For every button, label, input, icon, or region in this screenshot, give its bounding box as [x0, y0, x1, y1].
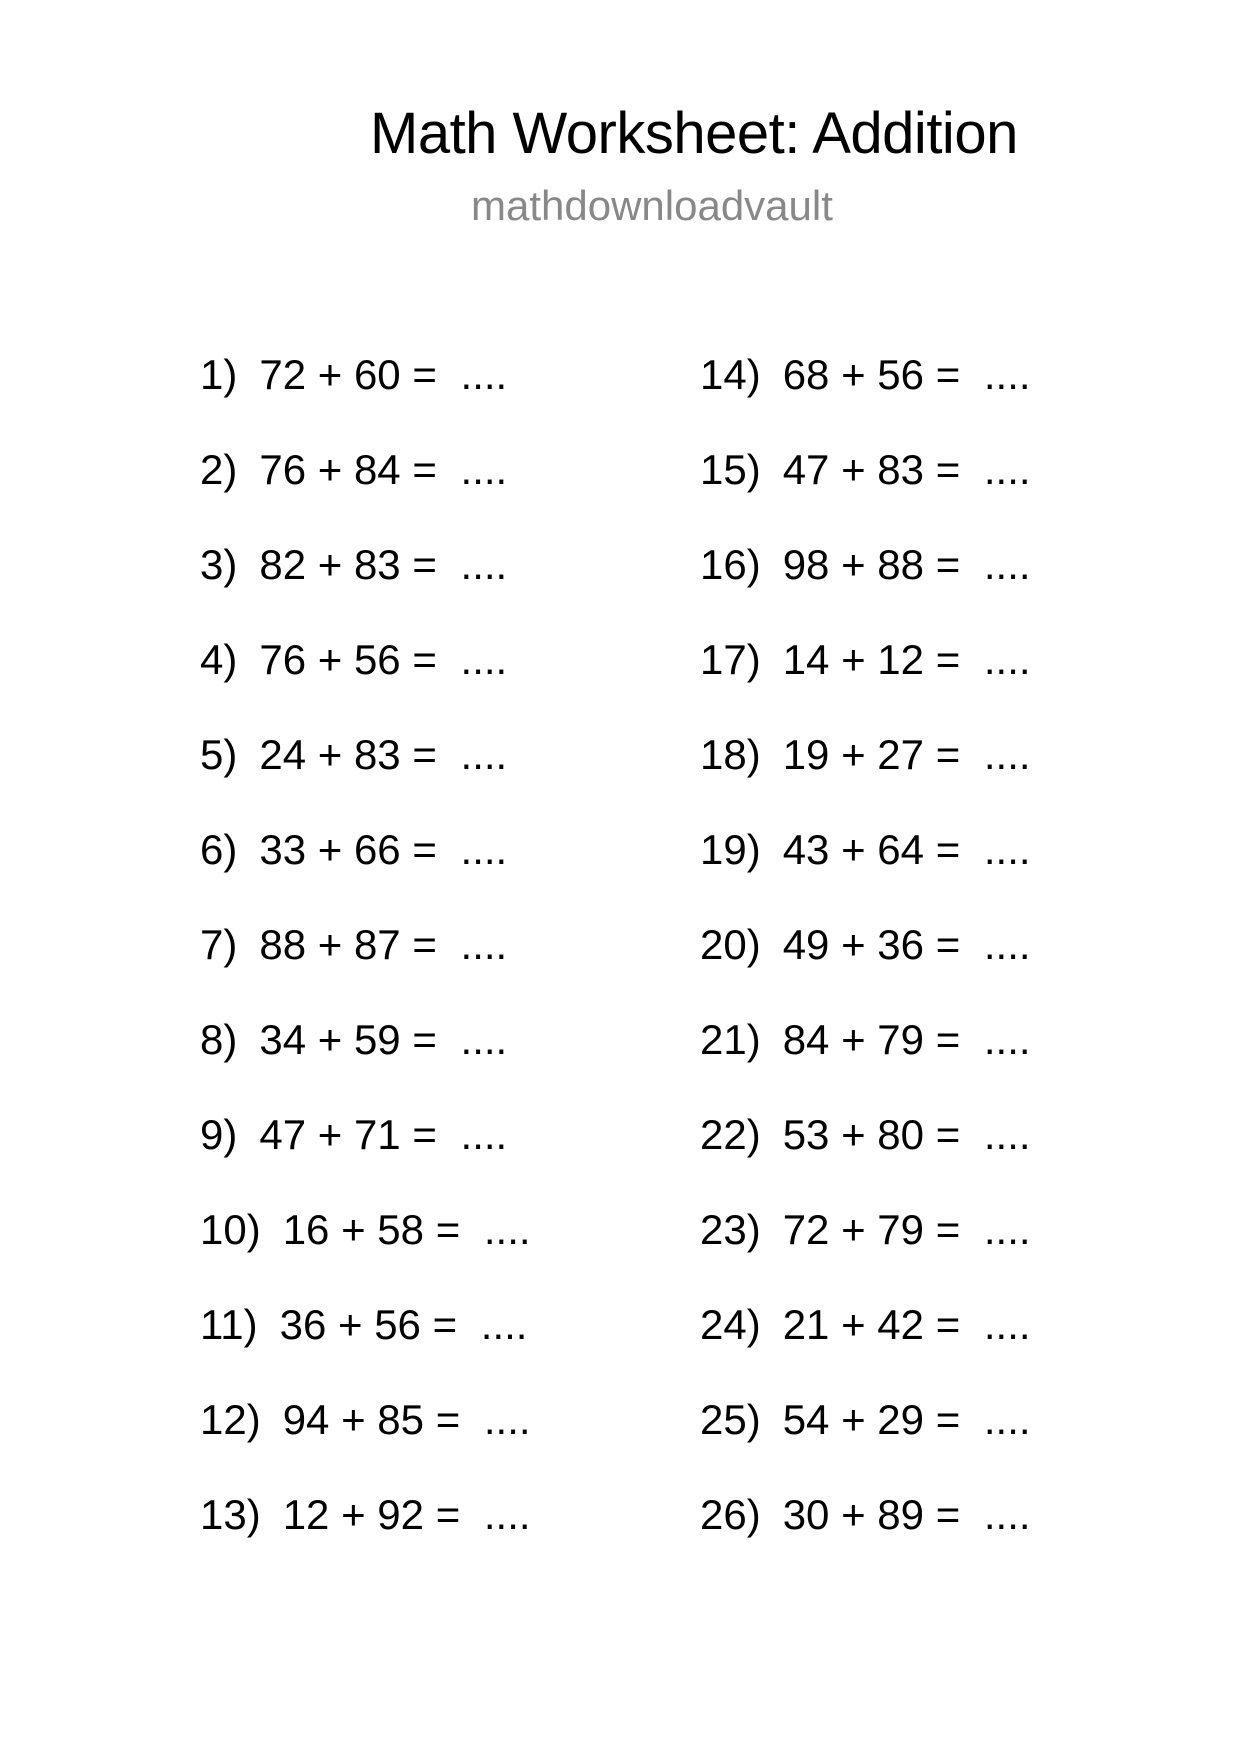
- addend-b: 83: [353, 731, 401, 778]
- problem-row: [200, 1110, 531, 1205]
- problem-row: [700, 1110, 1031, 1205]
- plus-sign: +: [841, 351, 866, 398]
- equals-sign: =: [412, 1016, 437, 1063]
- problem-row: [200, 1015, 531, 1110]
- answer-blank: ....: [983, 1111, 1031, 1158]
- addend-b: 79: [877, 1016, 925, 1063]
- equals-sign: =: [935, 921, 961, 968]
- equals-sign: =: [935, 1301, 961, 1348]
- problem-row: [700, 825, 1031, 920]
- problem-row: [700, 1300, 1031, 1395]
- problem-number: 11): [200, 1301, 258, 1348]
- equals-sign: =: [432, 1301, 458, 1348]
- problem-number: 18): [700, 731, 761, 778]
- problem-row: [200, 445, 531, 540]
- equals-sign: =: [435, 1206, 461, 1253]
- problem-number: 6): [200, 826, 238, 873]
- equals-sign: =: [935, 731, 961, 778]
- equals-sign: =: [935, 1206, 961, 1253]
- problem-number: 16): [700, 541, 761, 588]
- equals-sign: =: [412, 826, 437, 873]
- addend-a: 19: [782, 731, 830, 778]
- addend-a: 43: [782, 826, 830, 873]
- addend-a: 33: [259, 826, 307, 873]
- problem-row: [700, 350, 1031, 445]
- equals-sign: =: [412, 541, 437, 588]
- addend-b: 56: [374, 1301, 421, 1348]
- problem-row: [700, 445, 1031, 540]
- addend-b: 56: [877, 351, 925, 398]
- plus-sign: +: [317, 446, 343, 493]
- answer-blank: ....: [983, 1016, 1031, 1063]
- problem-number: 22): [700, 1111, 761, 1158]
- problem-row: [700, 1015, 1031, 1110]
- plus-sign: +: [317, 541, 343, 588]
- equals-sign: =: [412, 446, 437, 493]
- answer-blank: ....: [460, 446, 508, 493]
- problem-row: [200, 920, 531, 1015]
- addend-a: 82: [259, 541, 307, 588]
- problem-row: [200, 1395, 531, 1490]
- problem-number: 19): [700, 826, 761, 873]
- problem-number: 5): [200, 731, 238, 778]
- addend-b: 12: [877, 636, 925, 683]
- answer-blank: ....: [460, 351, 508, 398]
- problem-row: [700, 1205, 1031, 1300]
- addend-b: 89: [877, 1491, 925, 1538]
- problem-row: [700, 730, 1031, 825]
- problem-number: 14): [700, 351, 761, 398]
- problem-row: [700, 540, 1031, 635]
- addend-b: 71: [353, 1111, 401, 1158]
- plus-sign: +: [841, 1016, 866, 1063]
- problem-number: 4): [200, 636, 238, 683]
- equals-sign: =: [935, 1491, 961, 1538]
- problem-row: [200, 1490, 531, 1585]
- problem-row: [700, 920, 1031, 1015]
- problem-row: [200, 635, 531, 730]
- plus-sign: +: [841, 541, 866, 588]
- plus-sign: +: [341, 1491, 366, 1538]
- equals-sign: =: [935, 446, 961, 493]
- plus-sign: +: [337, 1301, 363, 1348]
- addend-a: 53: [782, 1111, 830, 1158]
- problem-number: 3): [200, 541, 238, 588]
- problem-number: 24): [700, 1301, 761, 1348]
- problem-number: 7): [200, 921, 238, 968]
- plus-sign: +: [317, 826, 343, 873]
- problems-column-left: [200, 350, 531, 1585]
- problem-number: 20): [700, 921, 761, 968]
- answer-blank: ....: [460, 731, 508, 778]
- answer-blank: ....: [983, 1396, 1031, 1443]
- equals-sign: =: [935, 1016, 961, 1063]
- answer-blank: ....: [983, 1206, 1031, 1253]
- answer-blank: ....: [460, 826, 508, 873]
- addend-a: 98: [782, 541, 830, 588]
- problem-number: 17): [700, 636, 761, 683]
- answer-blank: ....: [460, 541, 508, 588]
- equals-sign: =: [935, 351, 961, 398]
- problem-row: [200, 1205, 531, 1300]
- worksheet-subtitle: mathdownloadvault: [471, 182, 833, 229]
- equals-sign: =: [412, 921, 437, 968]
- addend-b: 58: [377, 1206, 425, 1253]
- problem-number: 26): [700, 1491, 761, 1538]
- addend-b: 88: [877, 541, 925, 588]
- addend-a: 84: [782, 1016, 830, 1063]
- equals-sign: =: [935, 826, 961, 873]
- answer-blank: ....: [983, 351, 1031, 398]
- answer-blank: ....: [983, 1491, 1031, 1538]
- answer-blank: ....: [460, 1111, 508, 1158]
- problem-number: 13): [200, 1491, 261, 1538]
- plus-sign: +: [841, 1206, 866, 1253]
- problem-number: 15): [700, 446, 761, 493]
- addend-a: 47: [782, 446, 830, 493]
- answer-blank: ....: [460, 636, 508, 683]
- plus-sign: +: [841, 1491, 866, 1538]
- answer-blank: ....: [983, 636, 1031, 683]
- addend-b: 27: [877, 731, 925, 778]
- addend-b: 56: [353, 636, 401, 683]
- problem-number: 25): [700, 1396, 761, 1443]
- addend-b: 29: [877, 1396, 925, 1443]
- answer-blank: ....: [460, 1016, 508, 1063]
- addend-a: 12: [282, 1491, 330, 1538]
- addend-a: 72: [259, 351, 307, 398]
- answer-blank: ....: [983, 731, 1031, 778]
- addend-b: 60: [353, 351, 401, 398]
- addend-a: 21: [782, 1301, 830, 1348]
- addend-a: 88: [259, 921, 307, 968]
- addend-a: 72: [782, 1206, 830, 1253]
- plus-sign: +: [341, 1206, 366, 1253]
- problem-row: [200, 1300, 531, 1395]
- equals-sign: =: [412, 636, 437, 683]
- plus-sign: +: [317, 351, 343, 398]
- problem-row: [200, 825, 531, 920]
- problem-number: 23): [700, 1206, 761, 1253]
- problem-row: [200, 350, 531, 445]
- addend-b: 85: [377, 1396, 425, 1443]
- addend-b: 84: [353, 446, 401, 493]
- problem-number: 8): [200, 1016, 238, 1063]
- equals-sign: =: [435, 1396, 461, 1443]
- plus-sign: +: [841, 636, 866, 683]
- addend-a: 47: [259, 1111, 307, 1158]
- problem-number: 21): [700, 1016, 761, 1063]
- answer-blank: ....: [983, 541, 1031, 588]
- addend-a: 49: [782, 921, 830, 968]
- answer-blank: ....: [983, 446, 1031, 493]
- plus-sign: +: [317, 731, 343, 778]
- problem-row: [200, 730, 531, 825]
- equals-sign: =: [412, 351, 437, 398]
- problem-number: 1): [200, 351, 238, 398]
- addend-b: 83: [353, 541, 401, 588]
- addend-b: 36: [877, 921, 925, 968]
- addend-b: 80: [877, 1111, 925, 1158]
- addend-a: 76: [259, 446, 307, 493]
- addend-a: 68: [782, 351, 830, 398]
- plus-sign: +: [317, 921, 343, 968]
- addend-a: 16: [282, 1206, 330, 1253]
- equals-sign: =: [935, 541, 961, 588]
- answer-blank: ....: [983, 826, 1031, 873]
- plus-sign: +: [841, 1301, 866, 1348]
- plus-sign: +: [341, 1396, 366, 1443]
- problem-number: 9): [200, 1111, 238, 1158]
- answer-blank: ....: [483, 1396, 531, 1443]
- plus-sign: +: [841, 731, 866, 778]
- answer-blank: ....: [983, 1301, 1031, 1348]
- addend-b: 92: [377, 1491, 425, 1538]
- answer-blank: ....: [483, 1206, 531, 1253]
- equals-sign: =: [412, 1111, 437, 1158]
- addend-b: 87: [353, 921, 401, 968]
- answer-blank: ....: [483, 1491, 531, 1538]
- worksheet-title: Math Worksheet: Addition: [370, 101, 1018, 166]
- plus-sign: +: [841, 1396, 866, 1443]
- problem-row: [700, 635, 1031, 730]
- equals-sign: =: [935, 1396, 961, 1443]
- addend-a: 34: [259, 1016, 307, 1063]
- addend-b: 64: [877, 826, 925, 873]
- answer-blank: ....: [480, 1301, 528, 1348]
- problem-number: 10): [200, 1206, 261, 1253]
- plus-sign: +: [317, 1016, 343, 1063]
- plus-sign: +: [317, 636, 343, 683]
- answer-blank: ....: [983, 921, 1031, 968]
- addend-a: 14: [782, 636, 830, 683]
- addend-a: 94: [282, 1396, 330, 1443]
- plus-sign: +: [841, 826, 866, 873]
- addend-a: 54: [782, 1396, 830, 1443]
- problems-column-right: [700, 350, 1031, 1585]
- plus-sign: +: [841, 921, 866, 968]
- equals-sign: =: [935, 636, 961, 683]
- equals-sign: =: [435, 1491, 461, 1538]
- problem-row: [700, 1395, 1031, 1490]
- problem-number: 12): [200, 1396, 261, 1443]
- equals-sign: =: [935, 1111, 961, 1158]
- addend-a: 24: [259, 731, 307, 778]
- addend-a: 30: [782, 1491, 830, 1538]
- problem-row: [700, 1490, 1031, 1585]
- addend-b: 66: [353, 826, 401, 873]
- plus-sign: +: [841, 1111, 866, 1158]
- equals-sign: =: [412, 731, 437, 778]
- problem-number: 2): [200, 446, 238, 493]
- addend-a: 36: [279, 1301, 327, 1348]
- plus-sign: +: [317, 1111, 343, 1158]
- addend-b: 79: [877, 1206, 925, 1253]
- answer-blank: ....: [460, 921, 508, 968]
- addend-b: 42: [877, 1301, 925, 1348]
- plus-sign: +: [841, 446, 866, 493]
- problem-row: [200, 540, 531, 635]
- addend-b: 59: [353, 1016, 401, 1063]
- addend-b: 83: [877, 446, 925, 493]
- addend-a: 76: [259, 636, 307, 683]
